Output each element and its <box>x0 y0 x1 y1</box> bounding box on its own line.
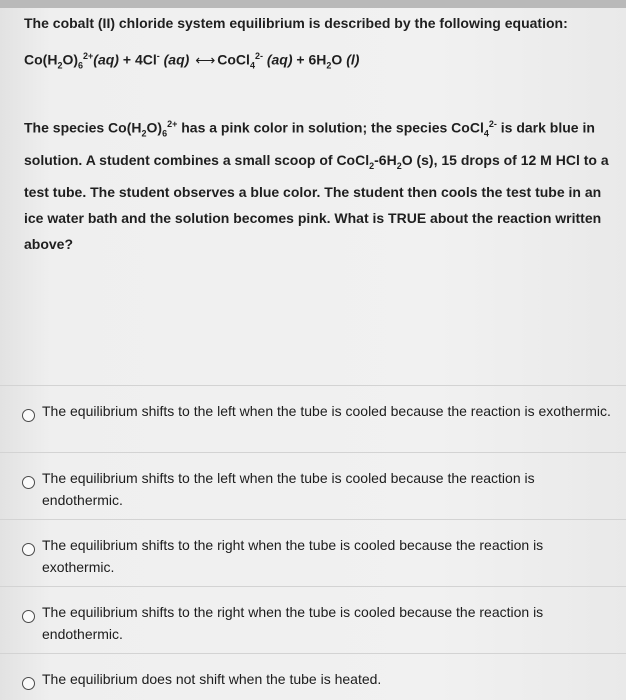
body-text: O (s), 15 drops of 12 M HCl to a test tube. The student observes a blue color. The student then cools the test tube in an ice water bath and the solution becomes pink. What is TRUE about the reaction written above? <box>24 151 609 252</box>
body-sub: 2 <box>369 160 375 171</box>
eq-state: (l) <box>346 51 360 68</box>
option-label: The equilibrium shifts to the right when the tube is cooled because the reaction is exothermic. <box>42 537 544 575</box>
option-label: The equilibrium shifts to the right when the tube is cooled because the reaction is endothermic. <box>42 604 544 642</box>
reaction-equation <box>24 46 619 75</box>
answer-option-2[interactable] <box>0 452 626 519</box>
body-text: -6H <box>374 151 397 168</box>
answer-option-1[interactable] <box>0 385 626 452</box>
body-sub: 2 <box>396 160 402 171</box>
radio-button[interactable] <box>22 476 35 489</box>
body-sub: 2 <box>141 128 147 139</box>
answer-option-3[interactable] <box>0 519 626 586</box>
eq-sub: 4 <box>249 60 255 71</box>
eq-text: O <box>331 51 343 68</box>
body-text: The species Co(H <box>24 120 142 137</box>
option-label: The equilibrium shifts to the left when the tube is cooled because the reaction is exothermic. <box>42 403 611 419</box>
body-sub: 4 <box>483 128 489 139</box>
body-sup: 2- <box>488 119 497 130</box>
eq-state: (aq) <box>93 51 119 68</box>
eq-reactant2: 4Cl <box>134 51 157 68</box>
eq-reactant1: Co(H <box>24 51 58 68</box>
answer-option-4[interactable] <box>0 586 626 653</box>
eq-sub: 6 <box>78 60 84 71</box>
eq-sup: - <box>156 51 160 61</box>
body-text: has a pink color in solution; the species CoCl <box>177 120 484 137</box>
radio-button[interactable] <box>22 543 35 556</box>
eq-sup: 2- <box>254 51 263 61</box>
option-label: The equilibrium does not shift when the tube is heated. <box>42 671 382 687</box>
eq-text: O) <box>62 51 79 68</box>
eq-product2: 6H <box>308 51 327 68</box>
eq-state: (aq) <box>266 51 293 68</box>
option-label: The equilibrium shifts to the left when the tube is cooled because the reaction is endothermic. <box>42 470 535 508</box>
eq-product1: CoCl <box>217 51 250 68</box>
question-body <box>24 111 619 256</box>
question-intro: The cobalt (II) chloride system equilibrium is described by the following equation: <box>24 15 568 31</box>
eq-plus: + <box>296 51 305 68</box>
eq-sub: 2 <box>326 60 332 71</box>
body-text: O) <box>146 120 163 137</box>
body-sub: 6 <box>162 128 168 139</box>
equilibrium-arrow-icon: ⟷ <box>195 51 216 68</box>
radio-button[interactable] <box>22 610 35 623</box>
eq-sup: 2+ <box>83 51 94 61</box>
answer-options <box>0 385 626 700</box>
top-strip <box>0 0 626 8</box>
body-sup: 2+ <box>167 119 178 130</box>
eq-sub: 2 <box>57 60 63 71</box>
radio-button[interactable] <box>22 409 35 422</box>
eq-plus: + <box>122 51 132 68</box>
body-text: is dark blue in solution. A student combines a small scoop of CoCl <box>24 120 595 168</box>
radio-button[interactable] <box>22 677 35 690</box>
eq-state: (aq) <box>163 51 190 68</box>
question-block <box>24 10 619 257</box>
answer-option-5[interactable] <box>0 653 626 700</box>
